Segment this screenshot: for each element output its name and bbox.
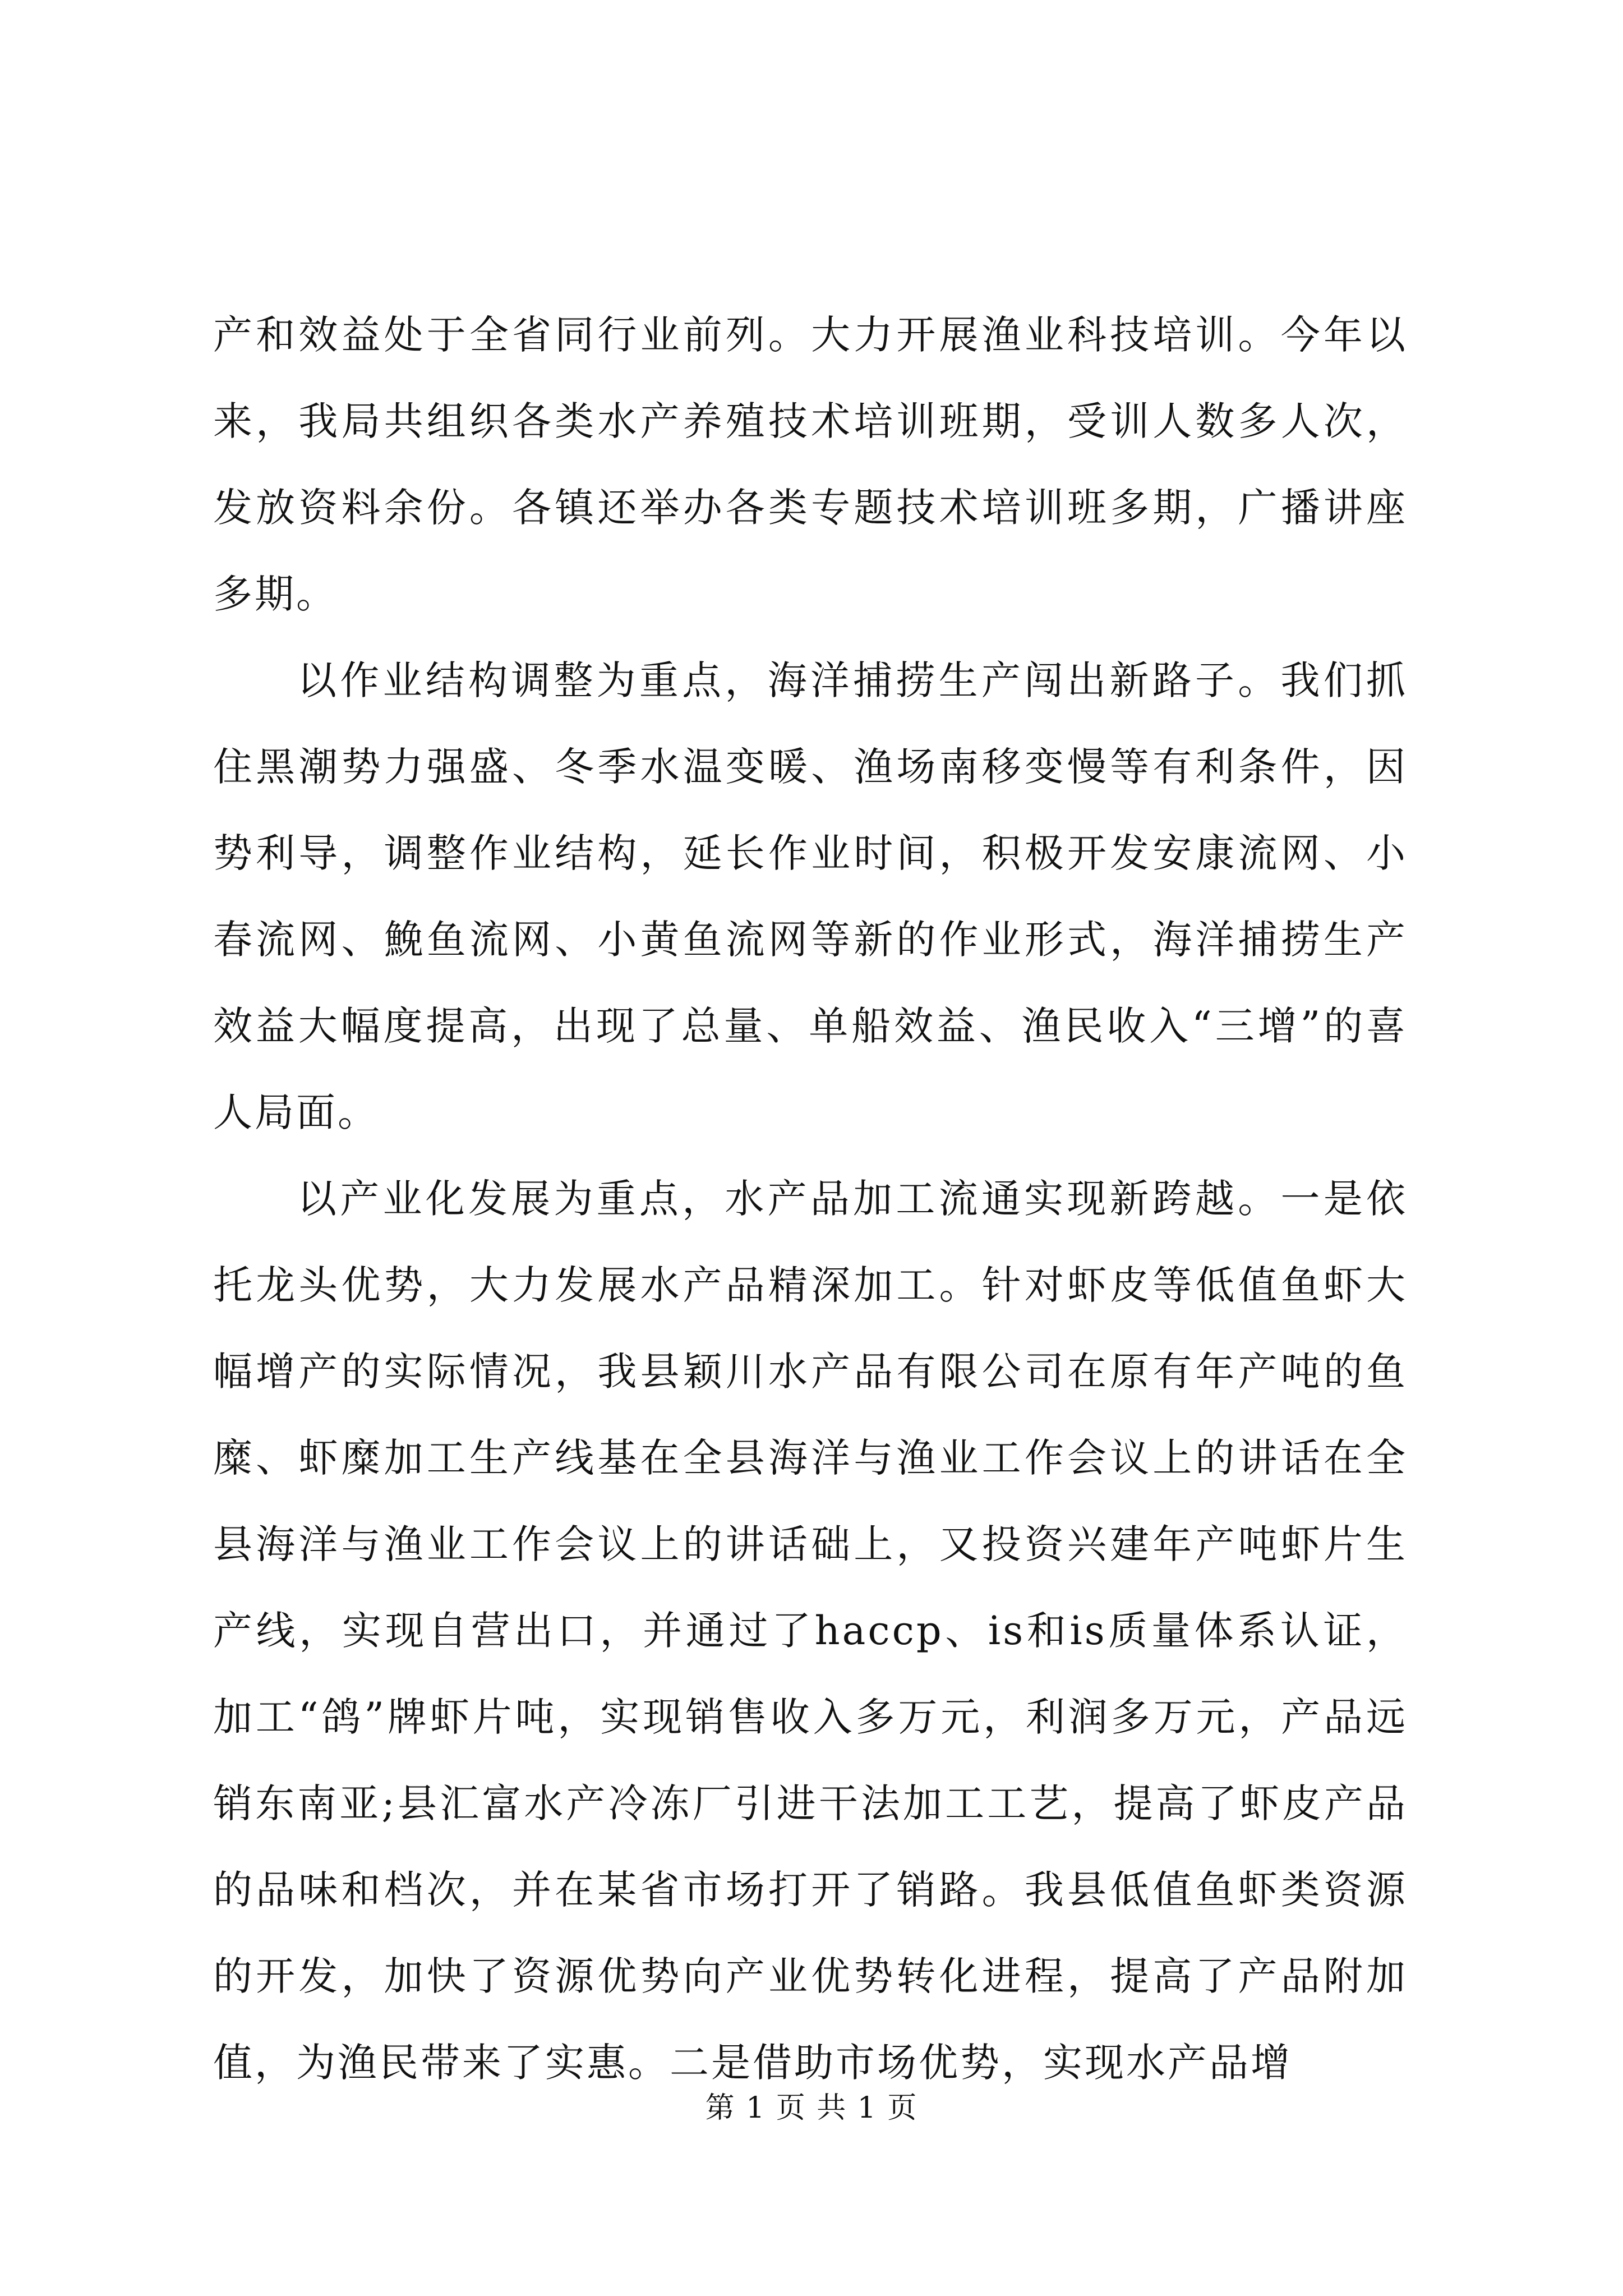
- page-footer: 第 1 页 共 1 页: [705, 2091, 918, 2125]
- paragraph-processing-industry: 以产业化发展为重点，水产品加工流通实现新跨越。一是依托龙头优势，大力发展水产品精深加工。针对虾皮等低值鱼虾大幅增产的实际情况，我县颖川水产品有限公司在原有年产吨的鱼糜、虾糜加工生产线基在全县海洋与渔业工作会议上的讲话在全县海洋与渔业工作会议上的讲话础上，又投资兴建年产吨虾片生产线，实现自营出口，并通过了haccp、is和is质量体系认证，加工“鸽”牌虾片吨，实现销售收入多万元，利润多万元，产品远销东南亚;县汇富水产冷冻厂引进干法加工工艺，提高了虾皮产品的品味和档次，并在某省市场打开了销路。我县低值鱼虾类资源的开发，加快了资源优势向产业优势转化进程，提高了产品附加值，为渔民带来了实惠。二是借助市场优势，实现水产品增: [213, 1176, 1408, 2086]
- document-body: [213, 292, 1408, 2106]
- paragraph-fishing-structure: 以作业结构调整为重点，海洋捕捞生产闯出新路子。我们抓住黑潮势力强盛、冬季水温变暖、渔场南移变慢等有利条件，因势利导，调整作业结构，延长作业时间，积极开发安康流网、小春流网、鮸鱼流网、小黄鱼流网等新的作业形式，海洋捕捞生产效益大幅度提高，出现了总量、单船效益、渔民收入“三增”的喜人局面。: [213, 657, 1408, 1135]
- paragraph-continuation: 产和效益处于全省同行业前列。大力开展渔业科技培训。今年以来，我局共组织各类水产养殖技术培训班期，受训人数多人次，发放资料余份。各镇还举办各类专题技术培训班多期，广播讲座多期。: [213, 312, 1408, 617]
